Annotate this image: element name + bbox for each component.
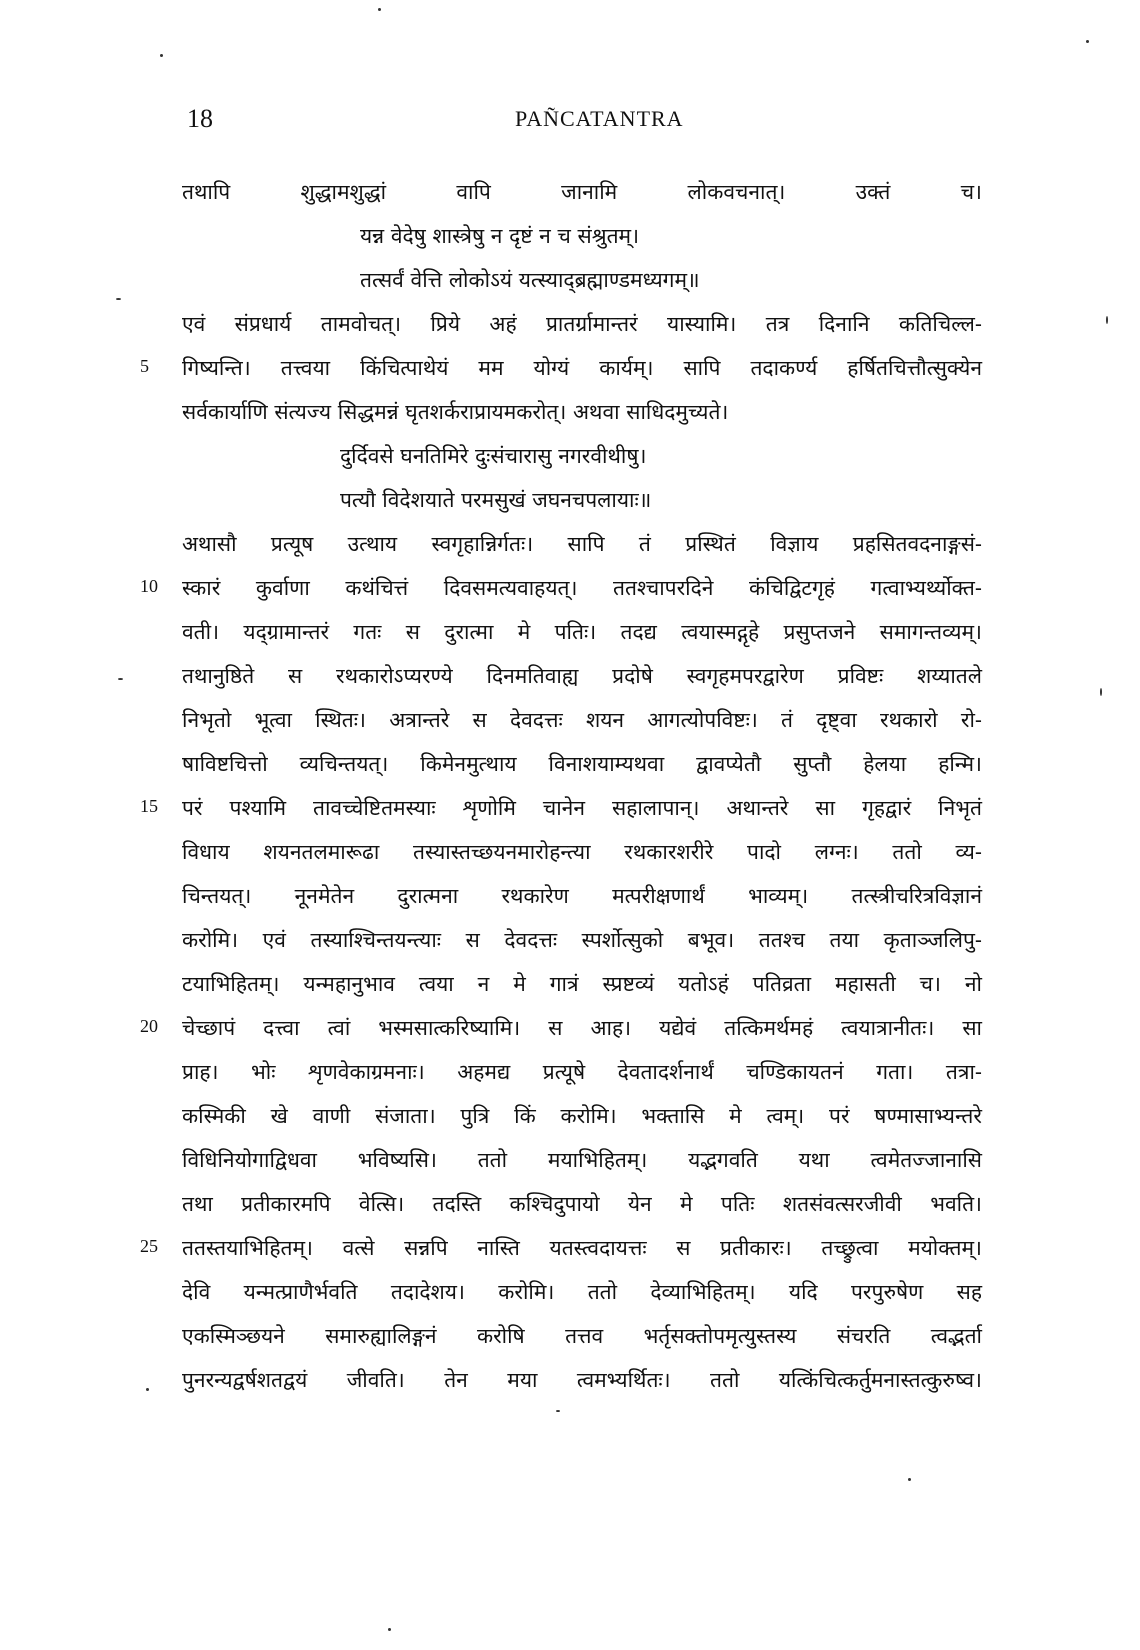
text-line-28: पुनरन्यद्वर्षशतद्वयं जीवति। तेन मया त्वमभ्यर्थितः। ततो यत्किंचित्कर्तुमनास्तत्कुरुष्व। xyxy=(182,1368,982,1392)
scan-speck xyxy=(378,8,381,11)
text-line-17: चिन्तयत्। नूनमेतेन दुरात्मना रथकारेण मत्परीक्षणार्थं भाव्यम्। तत्स्त्रीचरित्रविज्ञानं xyxy=(182,884,982,908)
text-line-23: विधिनियोगाद्विधवा भविष्यसि। ततो मयाभिहितम्। यद्भगवति यथा त्वमेतज्जानासि xyxy=(182,1148,982,1172)
scan-speck xyxy=(908,1478,911,1481)
text-line-4: एवं संप्रधार्य तामवोचत्। प्रिये अहं प्रातर्ग्रामान्तरं यास्यामि। तत्र दिनानि कतिचिल्ल- xyxy=(182,312,982,336)
text-line-19: टयाभिहितम्। यन्महानुभाव त्वया न मे गात्रं स्प्रष्टव्यं यतोऽहं पतिव्रता महासती च। नो xyxy=(182,972,982,996)
scan-speck xyxy=(556,1410,560,1412)
text-line-18: करोमि। एवं तस्याश्चिन्तयन्त्याः स देवदत्तः स्पर्शोत्सुको बभूव। ततश्च तया कृताञ्जलिपु- xyxy=(182,928,982,952)
text-line-20: चेच्छापं दत्त्वा त्वां भस्मसात्करिष्यामि। स आह। यद्येवं तत्किमर्थमहं त्वयात्रानीतः। सा xyxy=(182,1016,982,1040)
scan-speck xyxy=(146,1388,149,1391)
text-line-13: निभृतो भूत्वा स्थितः। अत्रान्तरे स देवदत्तः शयन आगत्योपविष्टः। तं दृष्ट्वा रथकारो रो- xyxy=(182,708,982,732)
text-line-22: कस्मिकी खे वाणी संजाता। पुत्रि किं करोमि। भक्तासि मे त्वम्। परं षण्मासाभ्यन्तरे xyxy=(182,1104,982,1128)
page-number: 18 xyxy=(187,104,213,133)
text-line-14: षाविष्टचित्तो व्यचिन्तयत्। किमेनमुत्थाय विनाशयाम्यथवा द्वावप्येतौ सुप्तौ हेलया हन्मि। xyxy=(182,752,982,776)
text-line-9: अथासौ प्रत्यूष उत्थाय स्वगृहान्निर्गतः। सापि तं प्रस्थितं विज्ञाय प्रहसितवदनाङ्गसं- xyxy=(182,532,982,556)
line-number-5: 5 xyxy=(140,356,149,376)
verse-line-1: यन्न वेदेषु शास्त्रेषु न दृष्टं न च संश्रुतम्। xyxy=(360,224,640,248)
text-line-6: सर्वकार्याणि संत्यज्य सिद्धमन्नं घृतशर्कराप्रायमकरोत्। अथवा साधिदमुच्यते। xyxy=(182,400,729,424)
text-line-26: देवि यन्मत्प्राणैर्भवति तदादेशय। करोमि। ततो देव्याभिहितम्। यदि परपुरुषेण सह xyxy=(182,1280,982,1304)
text-line-12: तथानुष्ठिते स रथकारोऽप्यरण्ये दिनमतिवाह्य प्रदोषे स्वगृहमपरद्वारेण प्रविष्टः शय्यातले xyxy=(182,664,982,688)
line-number-10: 10 xyxy=(140,576,158,596)
scan-speck xyxy=(116,298,121,300)
text-line-5: गिष्यन्ति। तत्त्वया किंचित्पाथेयं मम योग्यं कार्यम्। सापि तदाकर्ण्य हर्षितचित्तौत्सुक्येन xyxy=(182,356,982,380)
page-header xyxy=(0,104,1140,144)
text-line-11: वती। यद्ग्रामान्तरं गतः स दुरात्मा मे पतिः। तदद्य त्वयास्मद्गृहे प्रसुप्तजने समागन्तव्यम्। xyxy=(182,620,982,644)
line-number-20: 20 xyxy=(140,1016,158,1036)
text-line-10: स्कारं कुर्वाणा कथंचित्तं दिवसमत्यवाहयत्। ततश्चापरदिने कंचिद्विटगृहं गत्वाभ्यर्थ्योक्त- xyxy=(182,576,982,600)
scan-speck xyxy=(1086,40,1089,43)
running-title: PAÑCATANTRA xyxy=(515,106,684,131)
text-line-21: प्राह। भोः शृणवेकाग्रमनाः। अहमद्य प्रत्यूषे देवतादर्शनार्थं चण्डिकायतनं गता। तत्रा- xyxy=(182,1060,982,1084)
text-line-16: विधाय शयनतलमारूढा तस्यास्तच्छयनमारोहन्त्या रथकारशरीरे पादो लग्नः। ततो व्य- xyxy=(182,840,982,864)
text-line-1: तथापि शुद्धामशुद्धां वापि जानामि लोकवचनात्। उक्तं च। xyxy=(182,180,982,204)
scan-speck xyxy=(388,1628,391,1631)
scan-speck xyxy=(1106,316,1108,324)
text-line-27: एकस्मिञ्छयने समारुह्यालिङ्गनं करोषि तत्तव भर्तृसक्तोपमृत्युस्तस्य संचरति त्वद्भर्ता xyxy=(182,1324,982,1348)
line-number-25: 25 xyxy=(140,1236,158,1256)
text-line-25: ततस्तयाभिहितम्। वत्से सन्नपि नास्ति यतस्त्वदायत्तः स प्रतीकारः। तच्छ्रुत्वा मयोक्तम्। xyxy=(182,1236,982,1260)
verse-line-3: दुर्दिवसे घनतिमिरे दुःसंचारासु नगरवीथीषु। xyxy=(340,444,647,468)
line-number-15: 15 xyxy=(140,796,158,816)
verse-line-4: पत्यौ विदेशयाते परमसुखं जघनचपलायाः॥ xyxy=(340,488,652,512)
scan-speck xyxy=(1100,688,1102,696)
text-line-15: परं पश्यामि तावच्चेष्टितमस्याः शृणोमि चानेन सहालापान्। अथान्तरे सा गृहद्वारं निभृतं xyxy=(182,796,982,820)
scan-speck xyxy=(160,54,163,57)
scan-speck xyxy=(118,678,123,680)
verse-line-2: तत्सर्वं वेत्ति लोकोऽयं यत्स्याद्ब्रह्माण्डमध्यगम्॥ xyxy=(360,268,700,292)
text-line-24: तथा प्रतीकारमपि वेत्सि। तदस्ति कश्चिदुपायो येन मे पतिः शतसंवत्सरजीवी भवति। xyxy=(182,1192,982,1216)
